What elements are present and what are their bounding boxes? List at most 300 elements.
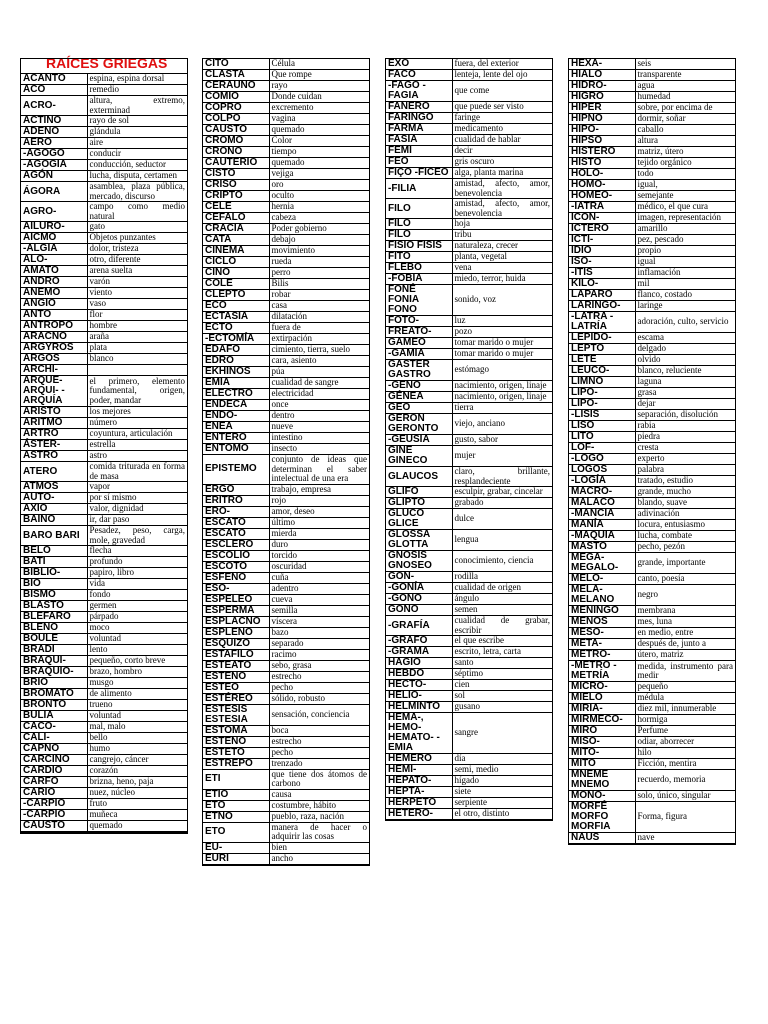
roots-table — [569, 59, 735, 844]
root-cell: EU- — [203, 842, 269, 853]
root-cell: ACO — [21, 85, 87, 96]
root-cell: -GENO — [386, 381, 452, 392]
meaning-cell: santo — [452, 658, 552, 669]
meaning-cell: oculto — [269, 191, 369, 202]
table-row — [569, 388, 735, 399]
meaning-cell: palabra — [635, 465, 735, 476]
meaning-cell: rayo de sol — [87, 116, 187, 127]
root-cell: BROMATO — [21, 689, 87, 700]
table-row — [21, 777, 187, 788]
table-row — [203, 356, 369, 367]
table-row — [386, 435, 552, 446]
meaning-cell: gusto, sabor — [452, 435, 552, 446]
root-cell: MITO — [569, 759, 635, 770]
table-row — [21, 722, 187, 733]
root-cell: HEBDO — [386, 669, 452, 680]
root-cell: ARCHI- — [21, 365, 87, 376]
table-row — [203, 312, 369, 323]
meaning-cell: hormiga — [635, 715, 735, 726]
meaning-cell: vida — [87, 579, 187, 590]
table-row — [569, 553, 735, 574]
root-cell: BOULE — [21, 634, 87, 645]
meaning-cell: rueda — [269, 257, 369, 268]
root-cell: ANDRO — [21, 277, 87, 288]
root-cell: ESTAFILO — [203, 649, 269, 660]
table-row — [203, 539, 369, 550]
table-row — [569, 81, 735, 92]
root-cell: FARINGO — [386, 113, 452, 124]
meaning-cell: conducción, seductor — [87, 160, 187, 171]
root-cell: ARACNO — [21, 332, 87, 343]
table-row — [569, 520, 735, 531]
meaning-cell: púa — [269, 367, 369, 378]
meaning-cell: duro — [269, 539, 369, 550]
meaning-cell: estrecho — [269, 736, 369, 747]
meaning-cell: estrella — [87, 440, 187, 451]
root-cell: GLAUCOS — [386, 467, 452, 487]
table-row — [569, 169, 735, 180]
meaning-cell: glándula — [87, 127, 187, 138]
meaning-cell: el primero, elemento fundamental, origen, poder, mandar — [87, 376, 187, 407]
table-row — [386, 616, 552, 636]
meaning-cell: muñeca — [87, 810, 187, 821]
meaning-cell: ir, dar paso — [87, 515, 187, 526]
root-cell: HIPER — [569, 103, 635, 114]
root-cell: ICTERO — [569, 224, 635, 235]
table-row — [203, 747, 369, 758]
root-cell: -FOBIA — [386, 274, 452, 285]
table-row — [21, 832, 187, 833]
table-row — [386, 467, 552, 487]
table-row — [569, 748, 735, 759]
root-cell: CARCINO — [21, 755, 87, 766]
root-cell: -AGOGIA — [21, 160, 87, 171]
table-row — [21, 744, 187, 755]
meaning-cell: adoración, culto, servicio — [635, 312, 735, 333]
root-cell: ETO — [203, 800, 269, 811]
root-cell: -LISIS — [569, 410, 635, 421]
meaning-cell: sebo, grasa — [269, 660, 369, 671]
meaning-cell: coyuntura, articulación — [87, 429, 187, 440]
root-cell: AGRO- — [21, 202, 87, 222]
root-cell: HIDRO- — [569, 81, 635, 92]
root-cell: LOGOS — [569, 465, 635, 476]
table-row — [569, 366, 735, 377]
root-cell: EPISTEMO — [203, 455, 269, 485]
table-row — [21, 407, 187, 418]
meaning-cell: membrana — [635, 606, 735, 617]
meaning-cell: cueva — [269, 594, 369, 605]
meaning-cell: Donde cuidan — [269, 92, 369, 103]
meaning-cell: casa — [269, 301, 369, 312]
meaning-cell: seis — [635, 59, 735, 70]
table-row — [569, 59, 735, 70]
meaning-cell: dentro — [269, 411, 369, 422]
table-row — [21, 700, 187, 711]
root-cell: ERITRO — [203, 495, 269, 506]
meaning-cell: bazo — [269, 627, 369, 638]
meaning-cell: viejo, anciano — [452, 414, 552, 435]
table-row — [569, 802, 735, 833]
root-cell: GLIFO — [386, 487, 452, 498]
root-cell: HEPATO- — [386, 776, 452, 787]
meaning-cell: sensación, conciencia — [269, 704, 369, 725]
table-row — [21, 96, 187, 116]
root-cell: EURI — [203, 853, 269, 864]
root-cell: CROMO — [203, 136, 269, 147]
meaning-cell: voluntad — [87, 634, 187, 645]
table-row — [386, 59, 552, 70]
meaning-cell: semilla — [269, 605, 369, 616]
table-row — [21, 482, 187, 493]
table-row — [386, 680, 552, 691]
root-cell: ESQUIZO — [203, 638, 269, 649]
meaning-cell: olvido — [635, 355, 735, 366]
table-row — [203, 594, 369, 605]
root-cell: ESTEATO — [203, 660, 269, 671]
root-cell: ALO- — [21, 255, 87, 266]
table-row — [569, 246, 735, 257]
table-row — [386, 446, 552, 467]
table-row — [569, 770, 735, 791]
table-row — [203, 550, 369, 561]
root-cell: EMIA — [203, 378, 269, 389]
meaning-cell: pueblo, raza, nación — [269, 811, 369, 822]
root-cell: CINEMA — [203, 246, 269, 257]
table-row — [21, 755, 187, 766]
meaning-cell: nacimiento, origen, linaje — [452, 392, 552, 403]
table-row — [386, 530, 552, 551]
root-cell: ENEA — [203, 422, 269, 433]
table-row — [203, 334, 369, 345]
table-row — [21, 689, 187, 700]
root-cell: HETERO- — [386, 809, 452, 820]
table-row — [386, 594, 552, 605]
meaning-cell: cualidad de grabar, escribir — [452, 616, 552, 636]
root-cell: ADENO — [21, 127, 87, 138]
root-cell: -MANCIA — [569, 509, 635, 520]
root-cell: -GRAFO — [386, 636, 452, 647]
table-row — [386, 285, 552, 316]
table-row — [386, 392, 552, 403]
root-cell: MICRO- — [569, 682, 635, 693]
root-cell: CRONO — [203, 147, 269, 158]
root-cell: GLUCO GLICE — [386, 509, 452, 530]
meaning-cell: semen — [452, 605, 552, 616]
table-row — [386, 636, 552, 647]
table-row — [386, 798, 552, 809]
table-row — [21, 266, 187, 277]
root-cell: GON- — [386, 572, 452, 583]
meaning-cell: rabia — [635, 421, 735, 432]
table-row — [203, 59, 369, 70]
table-row — [386, 498, 552, 509]
meaning-cell: diez mil, innumerable — [635, 704, 735, 715]
root-cell: BRAQUI- — [21, 656, 87, 667]
root-cell: FOTO- — [386, 316, 452, 327]
table-row — [21, 343, 187, 354]
meaning-cell: día — [452, 754, 552, 765]
root-cell: FISIO FISIS — [386, 241, 452, 252]
meaning-cell: nuez, núcleo — [87, 788, 187, 799]
meaning-cell: quemado — [269, 125, 369, 136]
root-cell: ENDO- — [203, 411, 269, 422]
meaning-cell: negro — [635, 585, 735, 606]
meaning-cell: hoja — [452, 219, 552, 230]
table-row — [386, 199, 552, 219]
meaning-cell: Objetos punzantes — [87, 233, 187, 244]
meaning-cell: pequeño — [635, 682, 735, 693]
table-row — [569, 509, 735, 520]
table-row — [386, 102, 552, 113]
table-row — [569, 693, 735, 704]
meaning-cell: pozo — [452, 327, 552, 338]
meaning-cell: hígado — [452, 776, 552, 787]
meaning-cell: escama — [635, 333, 735, 344]
root-cell: -MAQUIA — [569, 531, 635, 542]
table-row — [569, 224, 735, 235]
meaning-cell: humedad — [635, 92, 735, 103]
root-cell: HOMEO- — [569, 191, 635, 202]
root-cell: GASTER GASTRO — [386, 360, 452, 381]
root-cell: ANTROPO — [21, 321, 87, 332]
table-row — [21, 799, 187, 810]
root-cell: FREATO- — [386, 327, 452, 338]
meaning-cell: de alimento — [87, 689, 187, 700]
root-cell: ESCOLIO — [203, 550, 269, 561]
table-row — [569, 202, 735, 213]
root-cell: HAGIO — [386, 658, 452, 669]
table-row — [386, 509, 552, 530]
table-row — [569, 70, 735, 81]
table-row — [203, 70, 369, 81]
meaning-cell: vena — [452, 263, 552, 274]
root-cell: KILO- — [569, 279, 635, 290]
table-row — [569, 344, 735, 355]
meaning-cell: comida triturada en forma de masa — [87, 462, 187, 482]
root-cell: ERGO — [203, 484, 269, 495]
table-row — [203, 506, 369, 517]
root-cell: ATMOS — [21, 482, 87, 493]
root-cell: HELIO- — [386, 691, 452, 702]
root-cell: COPRO — [203, 103, 269, 114]
meaning-cell: varón — [87, 277, 187, 288]
meaning-cell: blanco, reluciente — [635, 366, 735, 377]
root-cell: LIPO- — [569, 399, 635, 410]
meaning-cell: robar — [269, 290, 369, 301]
meaning-cell: causa — [269, 789, 369, 800]
root-cell: HEXA- — [569, 59, 635, 70]
meaning-cell: siete — [452, 787, 552, 798]
root-cell: ESCOTO — [203, 561, 269, 572]
table-row — [386, 135, 552, 146]
meaning-cell: ángulo — [452, 594, 552, 605]
meaning-cell: sobre, por encima de — [635, 103, 735, 114]
meaning-cell: que tiene dos átomos de carbono — [269, 769, 369, 789]
root-cell: MASTO — [569, 542, 635, 553]
root-cell: AXIO — [21, 504, 87, 515]
meaning-cell: separación, disolución — [635, 410, 735, 421]
root-cell: HELMINTO — [386, 702, 452, 713]
root-cell: ESTENO — [203, 671, 269, 682]
root-cell: HIGRO — [569, 92, 635, 103]
root-cell: ESCLERO — [203, 539, 269, 550]
meaning-cell: número — [87, 418, 187, 429]
table-row — [569, 476, 735, 487]
meaning-cell: grande, mucho — [635, 487, 735, 498]
table-row — [569, 191, 735, 202]
table-row — [386, 327, 552, 338]
meaning-cell: sol — [452, 691, 552, 702]
meaning-cell: amarillo — [635, 224, 735, 235]
meaning-cell: tiempo — [269, 147, 369, 158]
root-cell: BRAQUIO- — [21, 667, 87, 678]
meaning-cell: Ficción, mentira — [635, 759, 735, 770]
root-cell: ESTOMA — [203, 725, 269, 736]
root-cell: ETNO — [203, 811, 269, 822]
meaning-cell: trenzado — [269, 758, 369, 769]
root-cell: LARINGO- — [569, 301, 635, 312]
root-cell: ESCATO — [203, 528, 269, 539]
root-cell: -GONO — [386, 594, 452, 605]
meaning-cell: blanco — [87, 354, 187, 365]
meaning-cell: locura, entusiasmo — [635, 520, 735, 531]
table-row — [203, 92, 369, 103]
table-row — [21, 138, 187, 149]
meaning-cell: blando, suave — [635, 498, 735, 509]
root-cell: FLEBO — [386, 263, 452, 274]
table-row — [386, 274, 552, 285]
table-row — [569, 833, 735, 844]
root-cell: FONÉ FONIA FONO — [386, 285, 452, 316]
table-row — [203, 378, 369, 389]
table-row — [203, 789, 369, 800]
table-row — [203, 583, 369, 594]
table-row — [21, 127, 187, 138]
meaning-cell: semi, medio — [452, 765, 552, 776]
table-row — [569, 92, 735, 103]
root-cell: FILO — [386, 219, 452, 230]
root-cell: HIPSO — [569, 136, 635, 147]
table-row — [203, 758, 369, 769]
meaning-cell: campo como medio natural — [87, 202, 187, 222]
meaning-cell: amor, deseo — [269, 506, 369, 517]
meaning-cell: párpado — [87, 612, 187, 623]
meaning-cell: Forma, figura — [635, 802, 735, 833]
table-row — [203, 81, 369, 92]
meaning-cell: último — [269, 517, 369, 528]
table-row — [386, 263, 552, 274]
meaning-cell: dolor, tristeza — [87, 244, 187, 255]
root-cell: ARISTO — [21, 407, 87, 418]
meaning-cell: flanco, costado — [635, 290, 735, 301]
root-cell: CEFALO — [203, 213, 269, 224]
meaning-cell: serpiente — [452, 798, 552, 809]
meaning-cell: luz — [452, 316, 552, 327]
meaning-cell: Color — [269, 136, 369, 147]
root-cell: HEPTA- — [386, 787, 452, 798]
root-cell: LOF- — [569, 443, 635, 454]
root-cell: MELA- MELANO — [569, 585, 635, 606]
table-row — [569, 715, 735, 726]
table-row — [569, 531, 735, 542]
table-row — [386, 124, 552, 135]
table-row — [21, 222, 187, 233]
table-row — [569, 125, 735, 136]
meaning-cell: caballo — [635, 125, 735, 136]
table-row — [569, 235, 735, 246]
table-row — [203, 616, 369, 627]
root-cell: -IATRA — [569, 202, 635, 213]
root-cell: MIRO — [569, 726, 635, 737]
root-cell: ICTI- — [569, 235, 635, 246]
root-cell: LEUCO- — [569, 366, 635, 377]
root-cell: CAUSTO — [203, 125, 269, 136]
meaning-cell: igual, — [635, 180, 735, 191]
meaning-cell: hilo — [635, 748, 735, 759]
root-cell: MEGA- MEGALO- — [569, 553, 635, 574]
meaning-cell: papiro, libro — [87, 568, 187, 579]
meaning-cell: corazón — [87, 766, 187, 777]
table-row — [203, 257, 369, 268]
root-cell: ESTEO — [203, 682, 269, 693]
root-cell: MANÍA — [569, 520, 635, 531]
table-row — [386, 113, 552, 124]
table-row — [203, 268, 369, 279]
root-cell: ESPLACNO — [203, 616, 269, 627]
table-row — [203, 158, 369, 169]
root-cell: HEMERO — [386, 754, 452, 765]
root-cell: AILURO- — [21, 222, 87, 233]
root-cell: -AGOGO — [21, 149, 87, 160]
table-row — [21, 462, 187, 482]
table-row — [21, 321, 187, 332]
table-row — [203, 389, 369, 400]
root-cell: ICON- — [569, 213, 635, 224]
root-cell: GINE GINECO — [386, 446, 452, 467]
root-cell: CLEPTO — [203, 290, 269, 301]
table-row — [203, 235, 369, 246]
meaning-cell: rodilla — [452, 572, 552, 583]
table-row — [203, 811, 369, 822]
table-row — [569, 704, 735, 715]
table-row — [386, 81, 552, 102]
root-cell: HIALO — [569, 70, 635, 81]
table-row — [569, 661, 735, 682]
table-row — [21, 504, 187, 515]
root-cell: GNOSIS GNOSEO — [386, 551, 452, 572]
meaning-cell: mujer — [452, 446, 552, 467]
meaning-cell: Bilis — [269, 279, 369, 290]
root-cell: HEMI- — [386, 765, 452, 776]
root-cell: HIPNO — [569, 114, 635, 125]
root-cell: ACTINO — [21, 116, 87, 127]
meaning-cell: oscuridad — [269, 561, 369, 572]
table-row — [386, 70, 552, 81]
meaning-cell: medida, instrumento para medir — [635, 661, 735, 682]
root-cell: ESTREPO — [203, 758, 269, 769]
root-cell: MORFÉ MORFO MORFIA — [569, 802, 635, 833]
root-cell: -LOGÍA — [569, 476, 635, 487]
table-row — [21, 788, 187, 799]
meaning-cell: valor, dignidad — [87, 504, 187, 515]
meaning-cell: miedo, terror, huida — [452, 274, 552, 285]
table-row — [203, 484, 369, 495]
meaning-cell: claro, brillante, resplandeciente — [452, 467, 552, 487]
table-row — [569, 103, 735, 114]
table-row — [386, 179, 552, 199]
root-cell: FACO — [386, 70, 452, 81]
